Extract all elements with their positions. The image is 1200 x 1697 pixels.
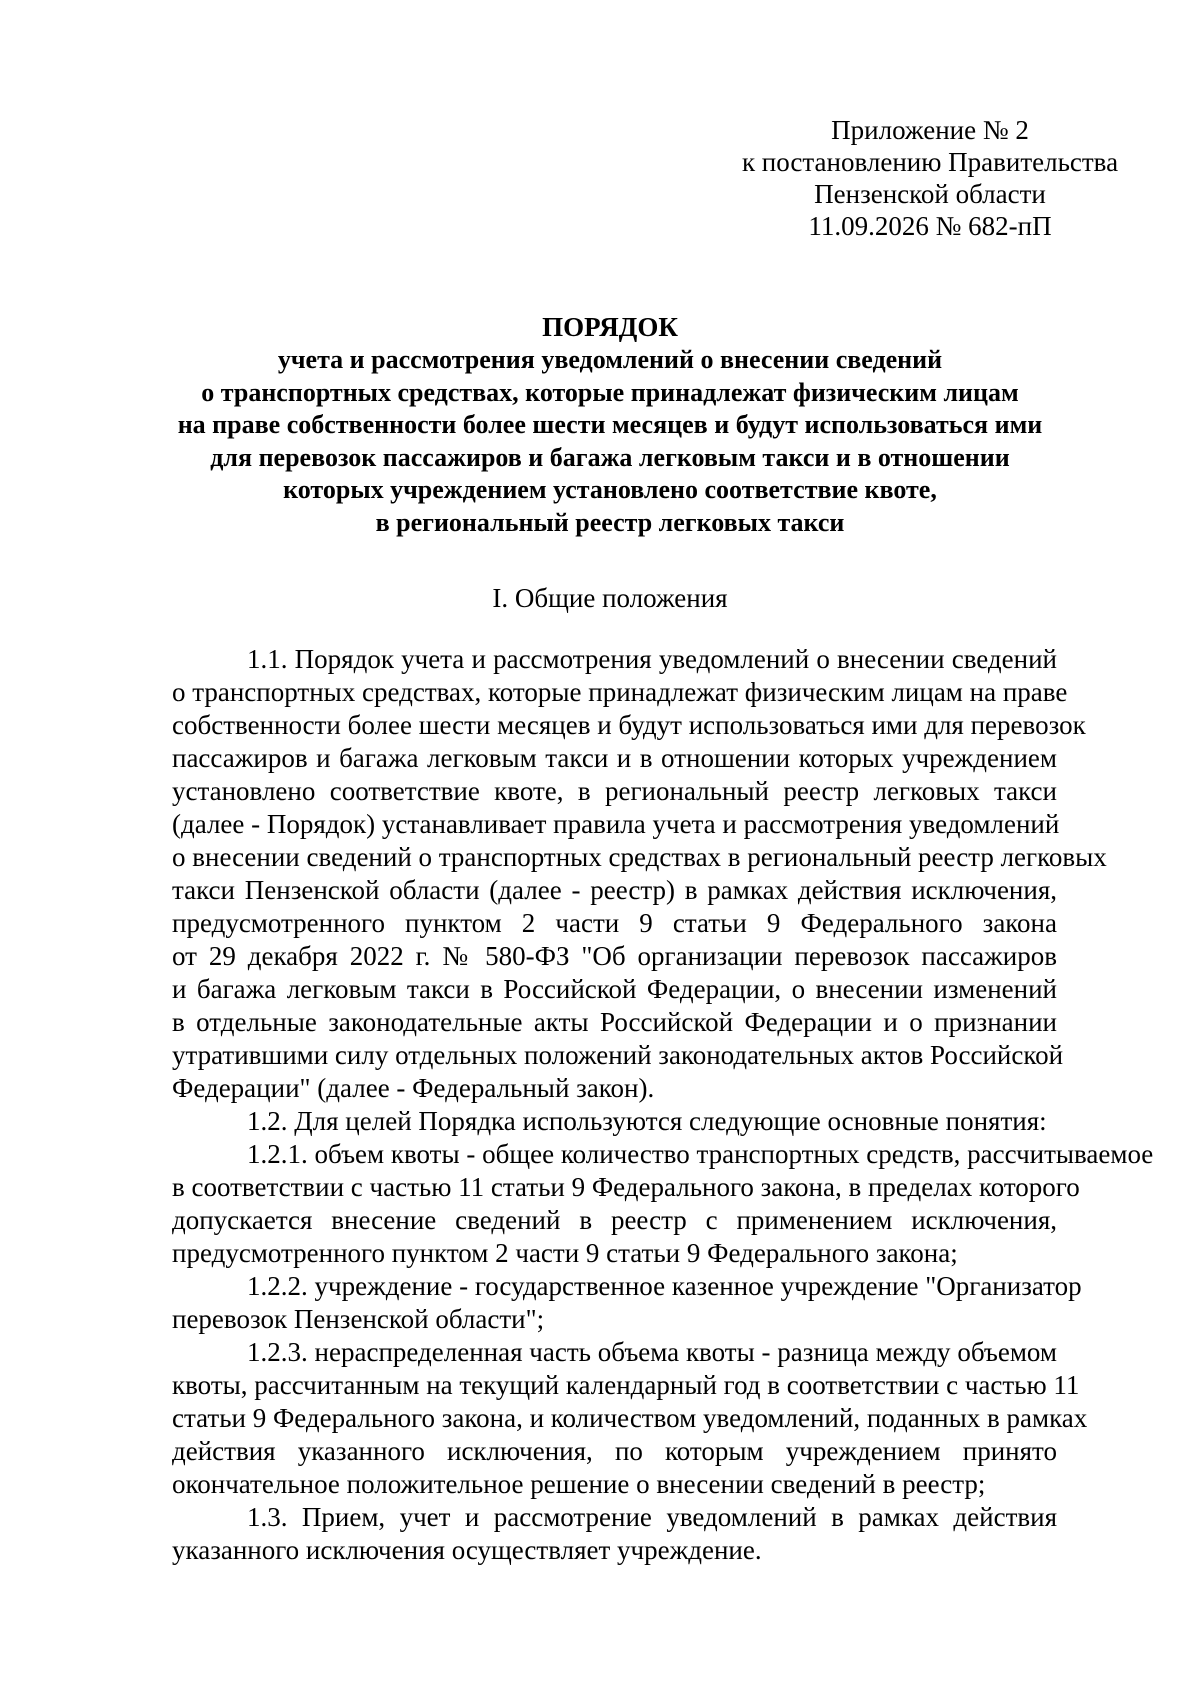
paragraph-line: о внесении сведений о транспортных средствах в региональный реестр легковых [172, 842, 1107, 872]
paragraph-line: статьи 9 Федерального закона, и количеством уведомлений, поданных в рамках [172, 1403, 1088, 1433]
paragraph-line: предусмотренного пунктом 2 части 9 статьи 9 Федерального закона; [172, 1238, 958, 1268]
paragraph-line: от 29 декабря 2022 г. № 580-ФЗ "Об организации перевозок пассажиров [172, 941, 1057, 971]
paragraph-line: 1.2.3. нераспределенная часть объема квоты - разница между объемом [247, 1337, 1057, 1367]
paragraph-line: установлено соответствие квоте, в региональный реестр легковых такси [172, 776, 1057, 806]
subtitle-line: для перевозок пассажиров и багажа легковым такси и в отношении [210, 442, 1010, 472]
paragraph-line: о транспортных средствах, которые принадлежат физическим лицам на праве [172, 677, 1068, 707]
paragraph [172, 643, 1107, 1105]
paragraph-line: и багажа легковым такси в Российской Федерации, о внесении изменений [172, 974, 1057, 1004]
annex-resolution-ref: к постановлению Правительства [741, 147, 1119, 177]
paragraph-line: действия указанного исключения, по которым учреждением принято [172, 1436, 1057, 1466]
annex-date-number: 11.09.2026 № 682-пП [808, 211, 1052, 241]
document-title: ПОРЯДОК [542, 312, 678, 342]
paragraph-line: предусмотренного пунктом 2 части 9 статьи 9 Федерального закона [172, 908, 1057, 938]
paragraph-line: 1.2.1. объем квоты - общее количество транспортных средств, рассчитываемое [247, 1139, 1154, 1169]
annex-header [740, 114, 1120, 242]
paragraph [172, 1105, 1057, 1138]
paragraph [172, 1336, 1088, 1501]
subtitle-line: которых учреждением установлено соответствие квоте, [283, 475, 937, 504]
paragraph-line: окончательное положительное решение о внесении сведений в реестр; [172, 1469, 986, 1499]
paragraph-line: допускается внесение сведений в реестр с применением исключения, [172, 1205, 1057, 1235]
document-subtitle [160, 344, 1060, 539]
paragraph-line: (далее - Порядок) устанавливает правила учета и рассмотрения уведомлений [172, 809, 1060, 839]
paragraph-line: утратившими силу отдельных положений законодательных актов Российской [172, 1040, 1064, 1070]
paragraph-line: такси Пензенской области (далее - реестр) в рамках действия исключения, [172, 875, 1057, 905]
paragraph-line: 1.1. Порядок учета и рассмотрения уведомлений о внесении сведений [247, 644, 1057, 674]
paragraph-line: 1.3. Прием, учет и рассмотрение уведомлений в рамках действия [247, 1502, 1057, 1532]
subtitle-line: в региональный реестр легковых такси [375, 507, 845, 537]
paragraph-line: в отдельные законодательные акты Российской Федерации и о признании [172, 1007, 1057, 1037]
paragraph-line: собственности более шести месяцев и будут использоваться ими для перевозок [172, 710, 1086, 740]
paragraph-line: 1.2. Для целей Порядка используются следующие основные понятия: [247, 1106, 1047, 1136]
document-title-block [160, 310, 1060, 539]
paragraph-line: Федерации" (далее - Федеральный закон). [172, 1073, 655, 1103]
paragraph-line: пассажиров и багажа легковым такси и в отношении которых учреждением [172, 743, 1057, 773]
section-heading: I. Общие положения [492, 583, 728, 613]
paragraph-line: перевозок Пензенской области"; [172, 1304, 545, 1334]
annex-number: Приложение № 2 [831, 115, 1029, 145]
paragraph-line: указанного исключения осуществляет учреждение. [172, 1535, 762, 1565]
paragraph [172, 1501, 1057, 1567]
document-body [172, 643, 1154, 1567]
paragraph-line: квоты, рассчитанным на текущий календарный год в соответствии с частью 11 [172, 1370, 1080, 1400]
paragraph-line: 1.2.2. учреждение - государственное казенное учреждение "Организатор [247, 1271, 1082, 1301]
paragraph-line: в соответствии с частью 11 статьи 9 Федерального закона, в пределах которого [172, 1172, 1080, 1202]
paragraph [172, 1270, 1082, 1336]
subtitle-line: о транспортных средствах, которые принадлежат физическим лицам [201, 377, 1019, 407]
subtitle-line: на праве собственности более шести месяцев и будут использоваться ими [177, 410, 1043, 439]
subtitle-line: учета и рассмотрения уведомлений о внесении сведений [277, 345, 943, 374]
annex-region: Пензенской области [814, 179, 1046, 209]
paragraph [172, 1138, 1154, 1270]
